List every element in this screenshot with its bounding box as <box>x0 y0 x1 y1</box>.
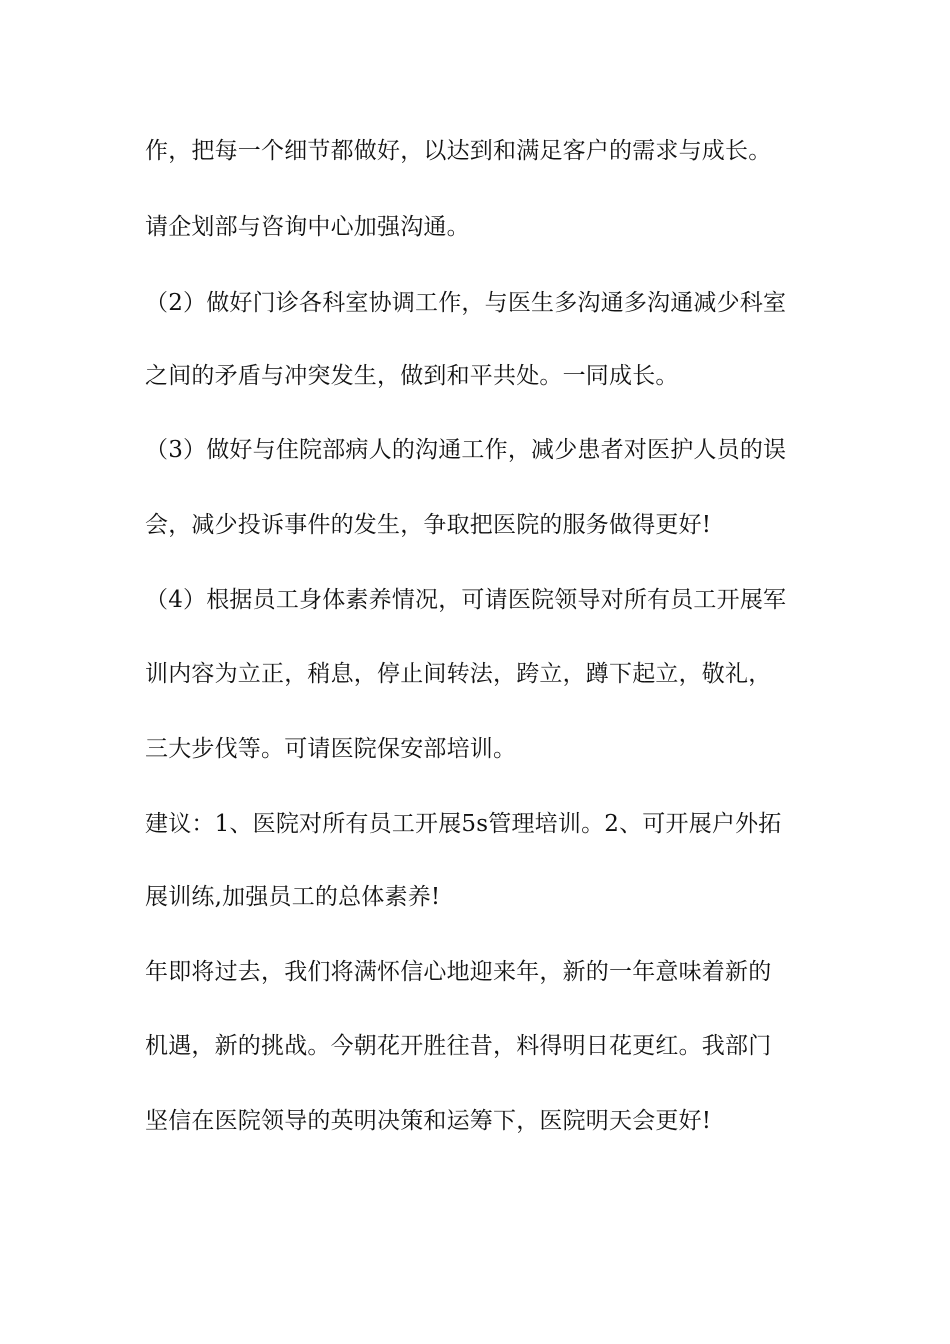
paragraph-line: 之间的矛盾与冲突发生，做到和平共处。一同成长。 <box>145 363 679 389</box>
paragraph-line: （2）做好门诊各科室协调工作，与医生多沟通多沟通减少科室 <box>145 290 787 316</box>
paragraph-line: 会，减少投诉事件的发生，争取把医院的服务做得更好! <box>145 512 712 538</box>
paragraph-line: 训内容为立正，稍息，停止间转法，跨立，蹲下起立，敬礼， <box>145 661 772 687</box>
paragraph-line: （3）做好与住院部病人的沟通工作，减少患者对医护人员的误 <box>145 437 787 463</box>
paragraph-line: （4）根据员工身体素养情况，可请医院领导对所有员工开展军 <box>145 587 787 613</box>
paragraph-line: 作，把每一个细节都做好，以达到和满足客户的需求与成长。 <box>145 138 772 164</box>
paragraph-line: 机遇，新的挑战。今朝花开胜往昔，料得明日花更红。我部门 <box>145 1033 772 1059</box>
paragraph-line: 展训练,加强员工的总体素养! <box>145 884 441 910</box>
paragraph-line: 建议：1、医院对所有员工开展5s管理培训。2、可开展户外拓 <box>145 811 782 837</box>
paragraph-line: 三大步伐等。可请医院保安部培训。 <box>145 736 517 762</box>
paragraph-line: 请企划部与咨询中心加强沟通。 <box>145 214 470 240</box>
paragraph-line: 坚信在医院领导的英明决策和运筹下，医院明天会更好! <box>145 1108 712 1134</box>
paragraph-line: 年即将过去，我们将满怀信心地迎来年，新的一年意味着新的 <box>145 959 772 985</box>
